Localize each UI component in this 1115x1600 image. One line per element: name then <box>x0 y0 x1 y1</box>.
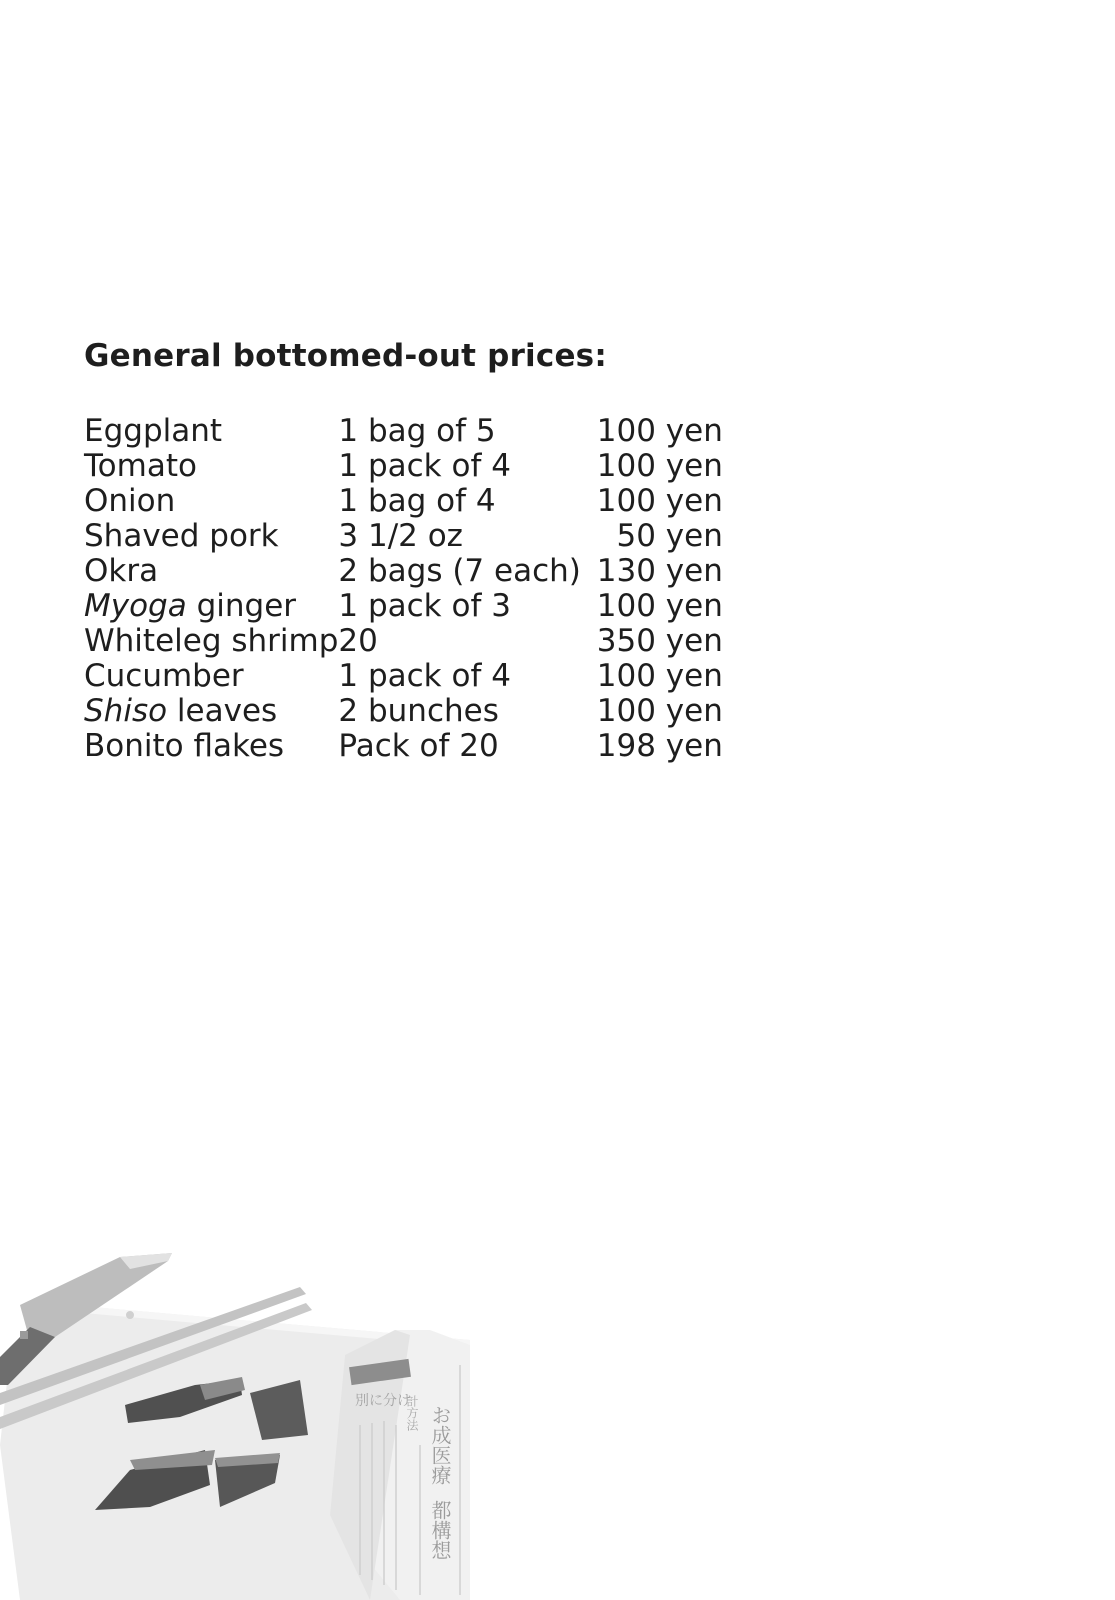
item-price: 50 yen <box>616 518 723 554</box>
item-price: 100 yen <box>596 693 723 729</box>
item-name-text: Bonito flakes <box>84 728 285 764</box>
item-name <box>84 449 338 484</box>
item-name <box>84 414 338 449</box>
item-name-italic: Shiso <box>84 693 168 729</box>
item-name-text: ginger <box>186 588 297 624</box>
price-row <box>84 449 723 484</box>
item-name-text: Whiteleg shrimp <box>84 623 339 659</box>
item-quantity: 1 pack of 4 <box>338 448 511 484</box>
item-name <box>84 694 338 729</box>
item-name-text: Okra <box>84 553 159 589</box>
item-price: 198 yen <box>596 728 723 764</box>
item-name <box>84 589 338 624</box>
item-name <box>84 484 338 519</box>
item-price: 100 yen <box>596 588 723 624</box>
price-list-body <box>84 414 723 764</box>
item-name <box>84 519 338 554</box>
item-quantity: 2 bunches <box>338 693 499 729</box>
item-quantity: 3 1/2 oz <box>338 518 463 554</box>
item-name-text: Onion <box>84 483 176 519</box>
item-quantity: 20 <box>338 623 378 659</box>
item-name-italic: Myoga <box>84 588 187 624</box>
item-price: 130 yen <box>596 553 723 589</box>
item-name <box>84 729 338 764</box>
item-quantity: 1 bag of 4 <box>338 483 496 519</box>
item-name-text: Cucumber <box>84 658 244 694</box>
page-heading: General bottomed-out prices: <box>84 338 607 374</box>
price-row <box>84 694 723 729</box>
item-name-text: leaves <box>167 693 278 729</box>
svg-text:お成医療: お成医療 <box>428 1405 452 1485</box>
price-row <box>84 659 723 694</box>
price-row <box>84 414 723 449</box>
item-name-text: Tomato <box>84 448 197 484</box>
item-price: 100 yen <box>596 658 723 694</box>
item-quantity: 1 pack of 4 <box>338 658 511 694</box>
svg-text:都構想: 都構想 <box>428 1500 452 1560</box>
price-row <box>84 519 723 554</box>
price-row <box>84 484 723 519</box>
price-row <box>84 729 723 764</box>
item-name-text: Eggplant <box>84 413 223 449</box>
item-price: 350 yen <box>596 623 723 659</box>
item-price: 100 yen <box>596 483 723 519</box>
item-quantity: 2 bags (7 each) <box>338 553 581 589</box>
item-price: 100 yen <box>596 413 723 449</box>
price-row <box>84 554 723 589</box>
item-quantity: 1 pack of 3 <box>338 588 511 624</box>
item-price: 100 yen <box>596 448 723 484</box>
svg-text:計方法: 計方法 <box>405 1395 419 1431</box>
item-name-text: Shaved pork <box>84 518 279 554</box>
item-quantity: Pack of 20 <box>338 728 499 764</box>
kitchen-illustration <box>0 1245 470 1600</box>
item-name <box>84 659 338 694</box>
item-name <box>84 624 338 659</box>
item-quantity: 1 bag of 5 <box>338 413 496 449</box>
newspaper-icon <box>330 1330 470 1600</box>
price-list-table <box>84 414 723 764</box>
price-row <box>84 589 723 624</box>
svg-text:別に分け: 別に分け <box>355 1393 411 1409</box>
price-row <box>84 624 723 659</box>
item-name <box>84 554 338 589</box>
